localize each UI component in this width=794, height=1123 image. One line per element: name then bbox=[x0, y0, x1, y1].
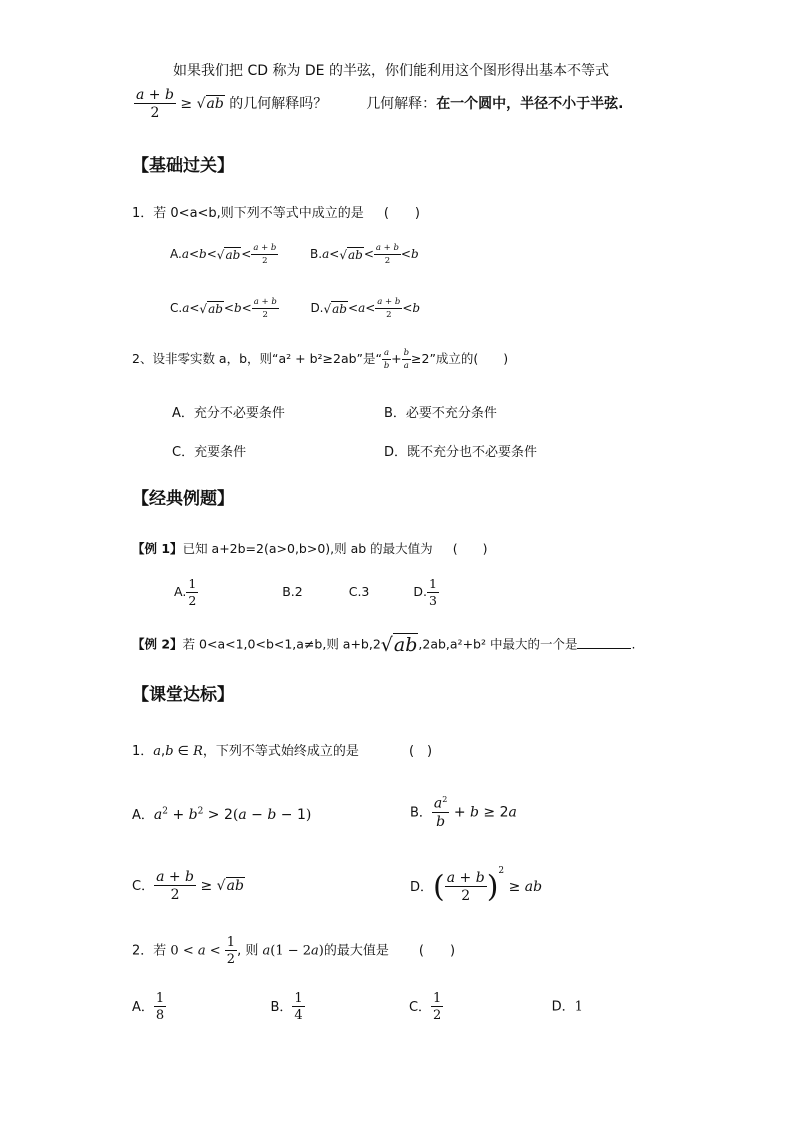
example-1-option-b: B.2 bbox=[282, 584, 303, 599]
classwork-q2-option-b: B． $\frac{1}{4}$ bbox=[270, 991, 303, 1023]
fraction-a-plus-b-over-2: $\frac{a + b}{2}$ bbox=[136, 87, 174, 121]
example-1-options bbox=[174, 578, 439, 607]
classwork-q1-stem: 1．a,b ∈ R，下列不等式始终成立的是 ( ) bbox=[132, 744, 433, 759]
answer-blank[interactable] bbox=[577, 636, 631, 649]
basic-q1-options-row1 bbox=[170, 244, 419, 265]
intro-question: 的几何解释吗？ bbox=[229, 96, 328, 112]
basic-q1-stem: 1．若 0<a<b,则下列不等式中成立的是 ( ) bbox=[132, 206, 420, 221]
example-2-stem: 【例 2】若 0<a<1,0<b<1,a≠b,则 a+b,2√ab,2ab,a²+b² 中最大的一个是 . bbox=[132, 634, 636, 656]
intro-line-2: $\frac{a + b}{2}$ ≥ √ab 的几何解释吗？ 几何解释：在一个圆中，半径不小于半弦. bbox=[136, 87, 624, 121]
basic-q2-option-a: A．充分不必要条件 bbox=[172, 406, 285, 421]
classwork-q2-option-a: A． $\frac{1}{8}$ bbox=[132, 991, 165, 1023]
example-1-option-a: A. $\frac{1}{2}$ bbox=[174, 576, 197, 608]
basic-q1-option-d: D.√ab<a< $\frac{a + b}{2}$ <b bbox=[310, 297, 421, 320]
classwork-q1-option-b: B． $\frac{a^2}{b}$ + b ≥ 2a bbox=[410, 795, 517, 830]
example-1-stem: 【例 1】已知 a+2b=2(a>0,b>0),则 ab 的最大值为 ( ) bbox=[132, 541, 488, 556]
section-heading-examples: 【经典例题】 bbox=[132, 489, 234, 509]
basic-q1-option-c: C.a<√ab<b< $\frac{a + b}{2}$ bbox=[170, 297, 277, 320]
basic-q2-option-b: B．必要不充分条件 bbox=[384, 406, 497, 421]
classwork-q2-option-d: D．1 bbox=[551, 999, 583, 1015]
classwork-q2-option-c: C． $\frac{1}{2}$ bbox=[408, 991, 442, 1023]
intro-answer-label: 几何解释： bbox=[366, 96, 437, 112]
example-1-option-d: D. $\frac{1}{3}$ bbox=[413, 576, 437, 608]
basic-q1-option-a: A.a<b<√ab< $\frac{a + b}{2}$ bbox=[170, 243, 277, 266]
basic-q2-option-c: C．充要条件 bbox=[172, 445, 247, 460]
intro-line-1: 如果我们把 CD 称为 DE 的半弦，你们能利用这个图形得出基本不等式 bbox=[173, 63, 609, 79]
section-heading-classwork: 【课堂达标】 bbox=[132, 685, 234, 705]
classwork-q1-option-c: C． $\frac{a + b}{2}$ ≥ √ab bbox=[132, 869, 244, 903]
example-1-option-c: C.3 bbox=[348, 584, 370, 599]
basic-q1-options-row2 bbox=[170, 298, 420, 319]
basic-q2-stem: 2、设非零实数 a，b，则“a² + b²≥2ab”是“ $\frac{a}{b}$ + $\frac{b}{a}$ ≥2”成立的( ) bbox=[132, 348, 509, 371]
classwork-q2-options bbox=[132, 992, 583, 1022]
classwork-q1-option-a: A．$a^2 + b^2 > 2(a - b - 1)$ bbox=[132, 806, 312, 823]
basic-q1-option-b: B.a<√ab< $\frac{a + b}{2}$ <b bbox=[310, 243, 419, 266]
classwork-q1-option-d: D．( $\frac{a + b}{2}$ )$^2$ ≥ ab bbox=[410, 866, 543, 905]
intro-answer: 在一个圆中，半径不小于半弦. bbox=[436, 96, 624, 112]
basic-q2-option-d: D．既不充分也不必要条件 bbox=[384, 445, 538, 460]
section-heading-basic: 【基础过关】 bbox=[132, 156, 234, 176]
sqrt-ab: √ab bbox=[196, 96, 224, 112]
classwork-q2-stem: 2．若 0 < a < $\frac{1}{2}$ , 则 a(1 − 2a)的最大值是 ( ) bbox=[132, 935, 456, 967]
